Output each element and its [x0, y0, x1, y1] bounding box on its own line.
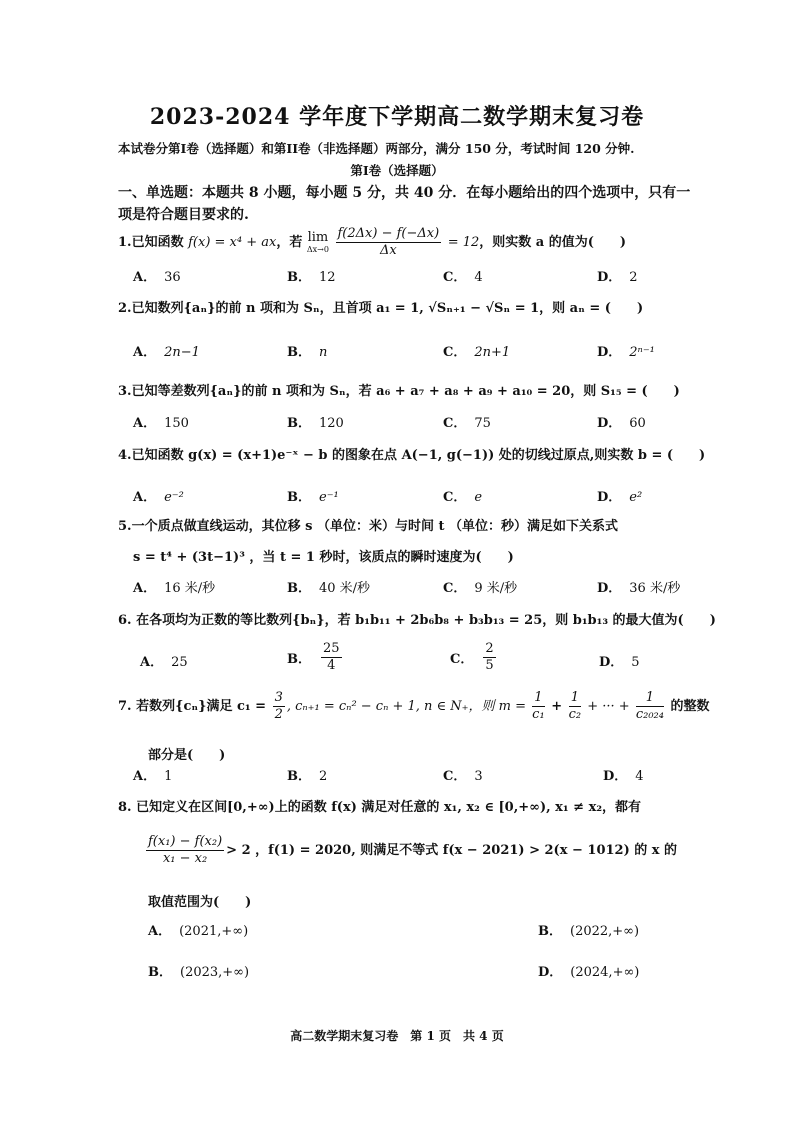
q7-pre: 7. 若数列{cₙ}满足 c₁ =	[118, 699, 271, 714]
q8-line2-post: > 2 ，f(1) = 2020, 则满足不等式 f(x − 2021) > 2(x − 1012) 的 x 的	[226, 843, 678, 858]
q7-option-a[interactable]: A． 1	[133, 769, 173, 784]
q7-option-d[interactable]: D． 4	[603, 769, 644, 784]
question-5-line2: s = t⁴ + (3t−1)³ ，当 t = 1 秒时，该质点的瞬时速度为( )	[133, 550, 514, 565]
q1-lim-word: lim	[307, 229, 329, 245]
q2-option-c[interactable]: C． 2n+1	[443, 345, 511, 360]
q2-option-b[interactable]: B． n	[287, 345, 328, 360]
q1-limit	[307, 231, 329, 255]
q7-c1-fraction: $\frac{3}{2}$	[274, 690, 283, 722]
q7-frac-1: $\frac{1}{\text{c₁}}$	[532, 690, 545, 722]
q5-option-b[interactable]: B． 40 米/秒	[287, 581, 371, 596]
q6-option-c[interactable]: C． $\frac{2}{5}$	[450, 641, 494, 673]
question-7-line2: 部分是( )	[148, 748, 226, 763]
q8-option-b[interactable]: B． (2022,+∞)	[538, 924, 640, 939]
question-1	[118, 226, 626, 259]
q4-option-a[interactable]: A． e⁻²	[133, 490, 184, 505]
q2-option-a[interactable]: A． 2n−1	[133, 345, 200, 360]
question-8-line1: 8. 已知定义在区间[0,+∞)上的函数 f(x) 满足对任意的 x₁, x₂ ∈ [0,+∞), x₁ ≠ x₂，都有	[118, 800, 642, 815]
q1-option-b[interactable]: B． 12	[287, 270, 336, 285]
q8-option-b2[interactable]: B． (2023,+∞)	[148, 965, 250, 980]
q1-fraction	[336, 226, 442, 259]
q7-dots: + ··· +	[583, 699, 634, 714]
question-2: 2.已知数列{aₙ}的前 n 项和为 Sₙ，且首项 a₁ = 1, √Sₙ₊₁ − √Sₙ = 1，则 aₙ = ( )	[118, 301, 644, 316]
question-8-line2	[144, 834, 677, 867]
q8-option-d[interactable]: D． (2024,+∞)	[538, 965, 640, 980]
q2-option-d[interactable]: D． 2ⁿ⁻¹	[597, 345, 655, 360]
q3-option-d[interactable]: D． 60	[597, 416, 646, 431]
q5-option-d[interactable]: D． 36 米/秒	[597, 581, 681, 596]
q4-option-c[interactable]: C． e	[443, 490, 483, 505]
question-5-line1: 5.一个质点做直线运动，其位移 s （单位：米）与时间 t （单位：秒）满足如下关系式	[118, 519, 618, 534]
q1-denominator: Δx	[379, 243, 397, 258]
q3-option-b[interactable]: B． 120	[287, 416, 344, 431]
q1-equals: = 12	[447, 235, 480, 250]
section1-instruction-line2: 项是符合题目要求的.	[118, 207, 249, 223]
q7-option-b[interactable]: B． 2	[287, 769, 328, 784]
q4-option-b[interactable]: B． e⁻¹	[287, 490, 339, 505]
q7-frac-2: $\frac{1}{\text{c₂}}$	[568, 690, 582, 722]
q6-option-a[interactable]: A． 25	[140, 655, 188, 670]
q7-option-c[interactable]: C． 3	[443, 769, 483, 784]
q8-option-a[interactable]: A． (2021,+∞)	[148, 924, 249, 939]
question-6: 6. 在各项均为正数的等比数列{bₙ}，若 b₁b₁₁ + 2b₆b₈ + b₃b₁₃ = 25，则 b₁b₁₃ 的最大值为( )	[118, 613, 716, 628]
page-footer: 高二数学期末复习卷 第 1 页 共 4 页	[290, 1029, 504, 1043]
q4-option-d[interactable]: D． e²	[597, 490, 643, 505]
question-8-line3: 取值范围为( )	[148, 895, 252, 910]
q8-fraction: $\frac{\text{f(x₁) − f(x₂)}}{\text{x₁ − x₂}}$	[148, 834, 223, 866]
question-4: 4.已知函数 g(x) = (x+1)e⁻ˣ − b 的图象在点 A(−1, g(−1)) 处的切线过原点,则实数 b = ( )	[118, 448, 706, 463]
q6-option-b[interactable]: B． $\frac{25}{4}$	[287, 641, 340, 673]
exam-intro: 本试卷分第I卷（选择题）和第II卷（非选择题）两部分，满分 150 分，考试时间 120 分钟.	[118, 141, 635, 156]
q5-option-c[interactable]: C． 9 米/秒	[443, 581, 518, 596]
q7-mid: , cₙ₊₁ = cₙ² − cₙ + 1, n ∈ N₊，则 m =	[286, 699, 531, 714]
question-3: 3.已知等差数列{aₙ}的前 n 项和为 Sₙ，若 a₆ + a₇ + a₈ + a₉ + a₁₀ = 20，则 S₁₅ = ( )	[118, 384, 680, 399]
q1-post: ，则实数 a 的值为( )	[479, 235, 627, 250]
part1-heading: 第I卷（选择题）	[350, 163, 444, 178]
q1-mid: ，若	[276, 235, 307, 250]
q1-numerator: f(2Δx) − f(−Δx)	[337, 226, 440, 241]
q1-pre: 1.已知函数	[118, 235, 189, 250]
q1-option-d[interactable]: D． 2	[597, 270, 638, 285]
q3-option-a[interactable]: A． 150	[133, 416, 189, 431]
q7-frac-3: $\frac{1}{\text{c₂₀₂₄}}$	[635, 690, 664, 722]
section1-instruction-line1: 一、单选题：本题共 8 小题，每小题 5 分，共 40 分．在每小题给出的四个选项中，只有一	[118, 185, 691, 201]
exam-title: 2023-2024 学年度下学期高二数学期末复习卷	[149, 104, 645, 130]
q1-option-c[interactable]: C． 4	[443, 270, 483, 285]
q1-lim-sub: Δx→0	[306, 244, 329, 254]
q1-function: f(x) = x⁴ + ax	[188, 235, 277, 250]
q1-option-a[interactable]: A． 36	[133, 270, 181, 285]
q6-option-d[interactable]: D． 5	[599, 655, 640, 670]
q7-post: 的整数	[665, 699, 710, 714]
q5-option-a[interactable]: A． 16 米/秒	[133, 581, 216, 596]
q3-option-c[interactable]: C． 75	[443, 416, 491, 431]
question-7: 7. 若数列{cₙ}满足 c₁ = $\frac{3}{2}$ , cₙ₊₁ = cₙ² − cₙ + 1, n ∈ N₊，则 m = $\frac{1}{\text{c₁}}$ + $\frac{1}{\text{c₂}}$ + ··· + $\frac{1}{\text{c₂₀₂₄}}$ 的整数	[118, 690, 710, 722]
